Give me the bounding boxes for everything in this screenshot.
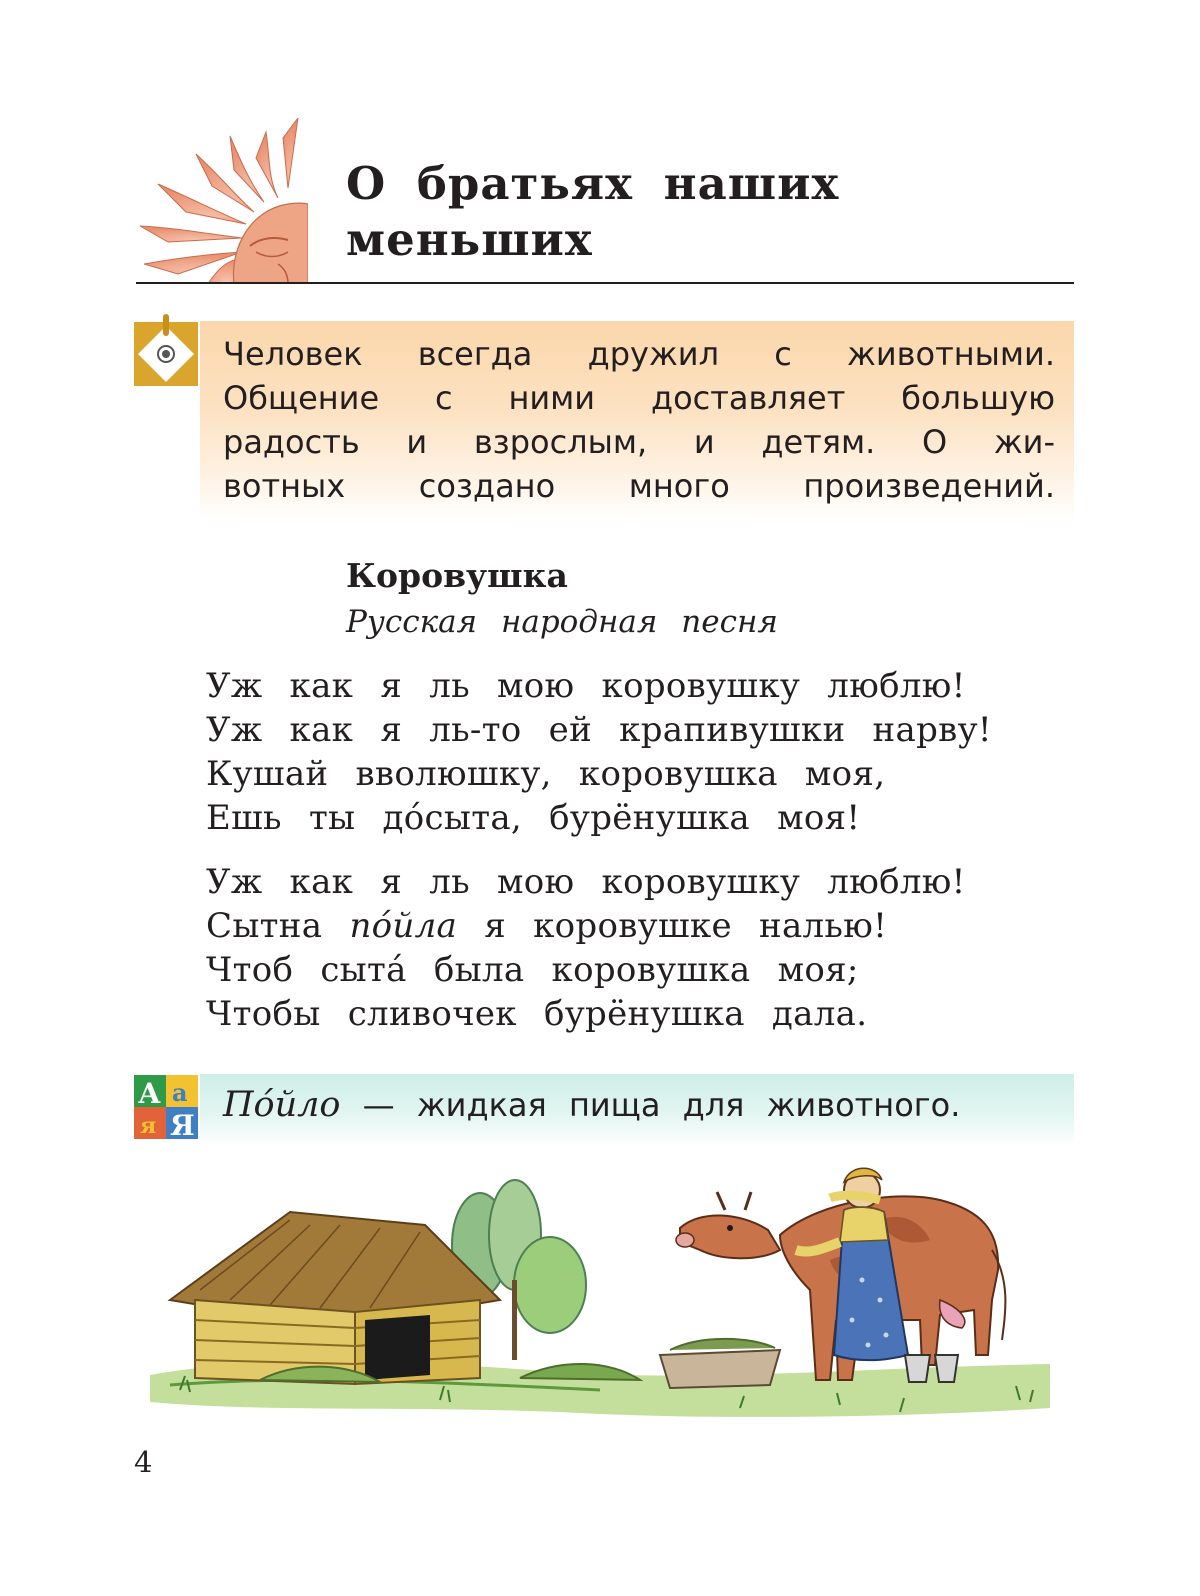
- poem-line: [206, 904, 1076, 948]
- glossary-definition: жидкая пища для животного.: [416, 1086, 961, 1124]
- alphabet-icon: [134, 1075, 198, 1139]
- icon-letter: я: [140, 1113, 157, 1139]
- icon-letter: А: [138, 1077, 161, 1110]
- intro-line-3: радость и взрослым, и детям. О жи-: [223, 423, 1055, 461]
- glossary-dash: —: [362, 1086, 395, 1124]
- poem-stanza-1: [206, 664, 1076, 840]
- sun-decoration-icon: [138, 118, 308, 284]
- poem-line: Чтобы сливочек бурёнушка дала.: [206, 994, 868, 1034]
- poem-line: Уж как я ль-то ей крапивушки нарву!: [206, 710, 992, 750]
- icon-letter: а: [172, 1078, 188, 1107]
- intro-line-1: Человек всегда дружил с животными.: [223, 335, 1055, 373]
- poem-title: Коровушка: [346, 556, 568, 595]
- header-rule: [136, 282, 1074, 284]
- poem-line: Чтоб сыта́ была коровушка моя;: [206, 950, 859, 990]
- page-number: 4: [134, 1445, 153, 1479]
- poem-stanza-2: [206, 860, 1076, 1036]
- glossary-term: По́йло: [223, 1085, 341, 1125]
- icon-letter: Я: [170, 1109, 195, 1139]
- poem-line: Ешь ты до́сыта, бурёнушка моя!: [206, 798, 861, 838]
- keyhole-icon: [134, 314, 198, 386]
- intro-line-2: Общение с ними доставляет большую: [223, 379, 1055, 417]
- poem-line-part: Сытна: [206, 906, 323, 946]
- chapter-title-line-2: меньших: [346, 213, 593, 266]
- poem-line: Кушай вволюшку, коровушка моя,: [206, 754, 886, 794]
- glossary-word: по́йла: [349, 906, 458, 946]
- intro-line-4: вотных создано много произведений.: [223, 467, 1055, 505]
- poem-line: Уж как я ль мою коровушку люблю!: [206, 862, 966, 902]
- chapter-title-line-1: О братьях наших: [346, 157, 840, 210]
- chapter-title: [346, 156, 1066, 268]
- farm-illustration: [140, 1150, 1060, 1440]
- intro-text: [223, 332, 1055, 508]
- poem-line: Уж как я ль мою коровушку люблю!: [206, 666, 966, 706]
- poem-line-part: я коровушке налью!: [484, 906, 888, 946]
- poem-subtitle: Русская народная песня: [346, 604, 778, 640]
- glossary-entry: [223, 1083, 960, 1127]
